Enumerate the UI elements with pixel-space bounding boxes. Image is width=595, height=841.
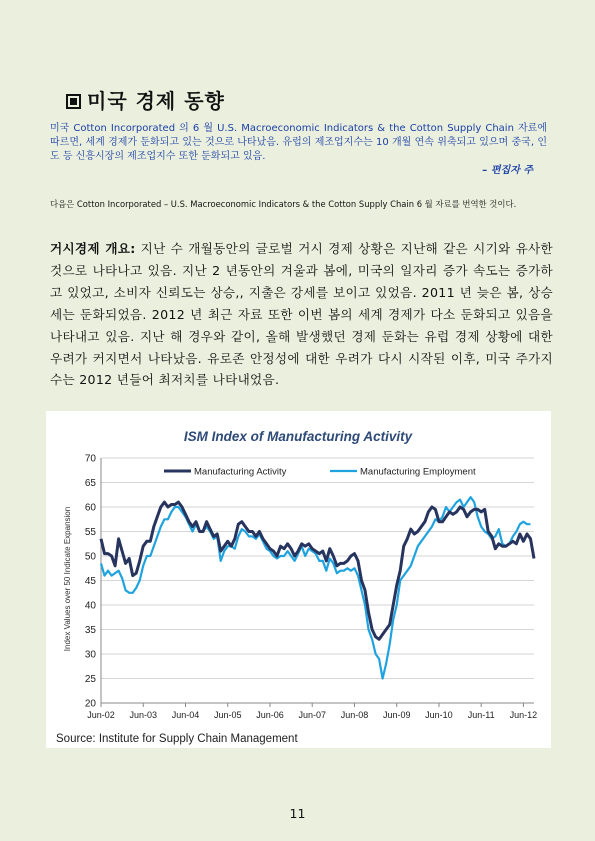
y-tick-label: 30 bbox=[84, 649, 96, 661]
y-tick-label: 50 bbox=[84, 551, 96, 563]
editor-signature: – 편집자 주 bbox=[482, 165, 533, 176]
y-tick-label: 65 bbox=[84, 478, 96, 489]
y-tick-label: 60 bbox=[84, 502, 96, 514]
x-tick-label: Jun-07 bbox=[298, 710, 326, 720]
legend-label: Manufacturing Activity bbox=[194, 466, 287, 478]
chart-canvas bbox=[46, 411, 551, 748]
x-tick-label: Jun-05 bbox=[213, 710, 242, 720]
page-number: 11 bbox=[289, 806, 306, 821]
series-line-manufacturing-employment bbox=[101, 497, 531, 678]
grid-lines bbox=[101, 458, 534, 703]
y-tick-label: 45 bbox=[84, 576, 96, 587]
y-axis-label: Index Values over 50 Indicate Expansion bbox=[63, 506, 72, 652]
editor-note-text: 미국 Cotton Incorporated 의 6 월 U.S. Macroeconomic Indicators & the Cotton Supply Chain 자료에 따르면, 세계 경제가 둔화되고 있는 것으로 나타났음. 유럽의 제조업지수는 10 개월 연속 위축되고 있으며 중국, 인도 등 신흥시장의 제조업지수 또한 둔화되고 있음. bbox=[50, 123, 547, 162]
x-tick-label: Jun-09 bbox=[382, 710, 411, 720]
x-tick-label: Jun-12 bbox=[509, 710, 538, 720]
y-tick-label: 55 bbox=[84, 527, 96, 538]
x-tick-label: Jun-08 bbox=[340, 710, 369, 720]
x-tick-label: Jun-10 bbox=[425, 710, 453, 720]
y-tick-label: 70 bbox=[84, 453, 96, 465]
ism-chart bbox=[46, 411, 551, 748]
legend-label: Manufacturing Employment bbox=[360, 466, 476, 478]
x-tick-label: Jun-04 bbox=[171, 710, 200, 720]
overview-label: 거시경제 개요: bbox=[50, 241, 136, 256]
y-tick-label: 40 bbox=[84, 600, 96, 612]
y-tick-label: 20 bbox=[84, 698, 96, 710]
overview-text: 지난 수 개월동안의 글로벌 거시 경제 상황은 지난해 같은 시기와 유사한 것으로 나타나고 있음. 지난 2 년동안의 겨울과 봄에, 미국의 일자리 증가 속도는 증가하고 있었고, 소비자 신뢰도는 상승,, 지출은 강세를 보이고 있었음. 2011 년 늦은 봄, 상승세는 둔화되었음. 2012 년 최근 자료 또한 이번 봄의 세계 경제가 다소 둔화되고 있음을 나타내고 있음. 지난 해 경우와 같이, 올해 발생했던 경제 둔화는 유럽 경제 상황에 대한 우려가 커지면서 나타났음. 유로존 안정성에 대한 우려가 다시 시작된 이후, 미국 주가지수는 2012 년들어 최저치를 나타내었음. bbox=[50, 241, 553, 388]
x-tick-label: Jun-03 bbox=[129, 710, 158, 720]
chart-legend bbox=[164, 467, 476, 478]
section-title: 미국 경제 동향 bbox=[87, 89, 225, 113]
chart-title: ISM Index of Manufacturing Activity bbox=[183, 429, 413, 444]
series-line-manufacturing-activity bbox=[101, 502, 534, 639]
y-tick-label: 25 bbox=[84, 674, 96, 685]
source-note bbox=[50, 198, 547, 210]
x-tick-label: Jun-11 bbox=[467, 710, 495, 720]
x-tick-label: Jun-02 bbox=[87, 710, 115, 720]
square-bullet-icon bbox=[66, 94, 81, 109]
section-heading bbox=[66, 85, 225, 114]
y-tick-label: 35 bbox=[84, 625, 96, 636]
overview-paragraph bbox=[50, 238, 553, 391]
source-note-text: 다음은 Cotton Incorporated – U.S. Macroeconomic Indicators & the Cotton Supply Chain 6 월 자료를 번역한 것이다. bbox=[50, 199, 517, 209]
series-group bbox=[101, 497, 534, 678]
chart-source: Source: Institute for Supply Chain Management bbox=[56, 733, 298, 745]
editor-note bbox=[50, 122, 547, 178]
x-tick-label: Jun-06 bbox=[256, 710, 284, 720]
y-axis bbox=[85, 454, 97, 710]
